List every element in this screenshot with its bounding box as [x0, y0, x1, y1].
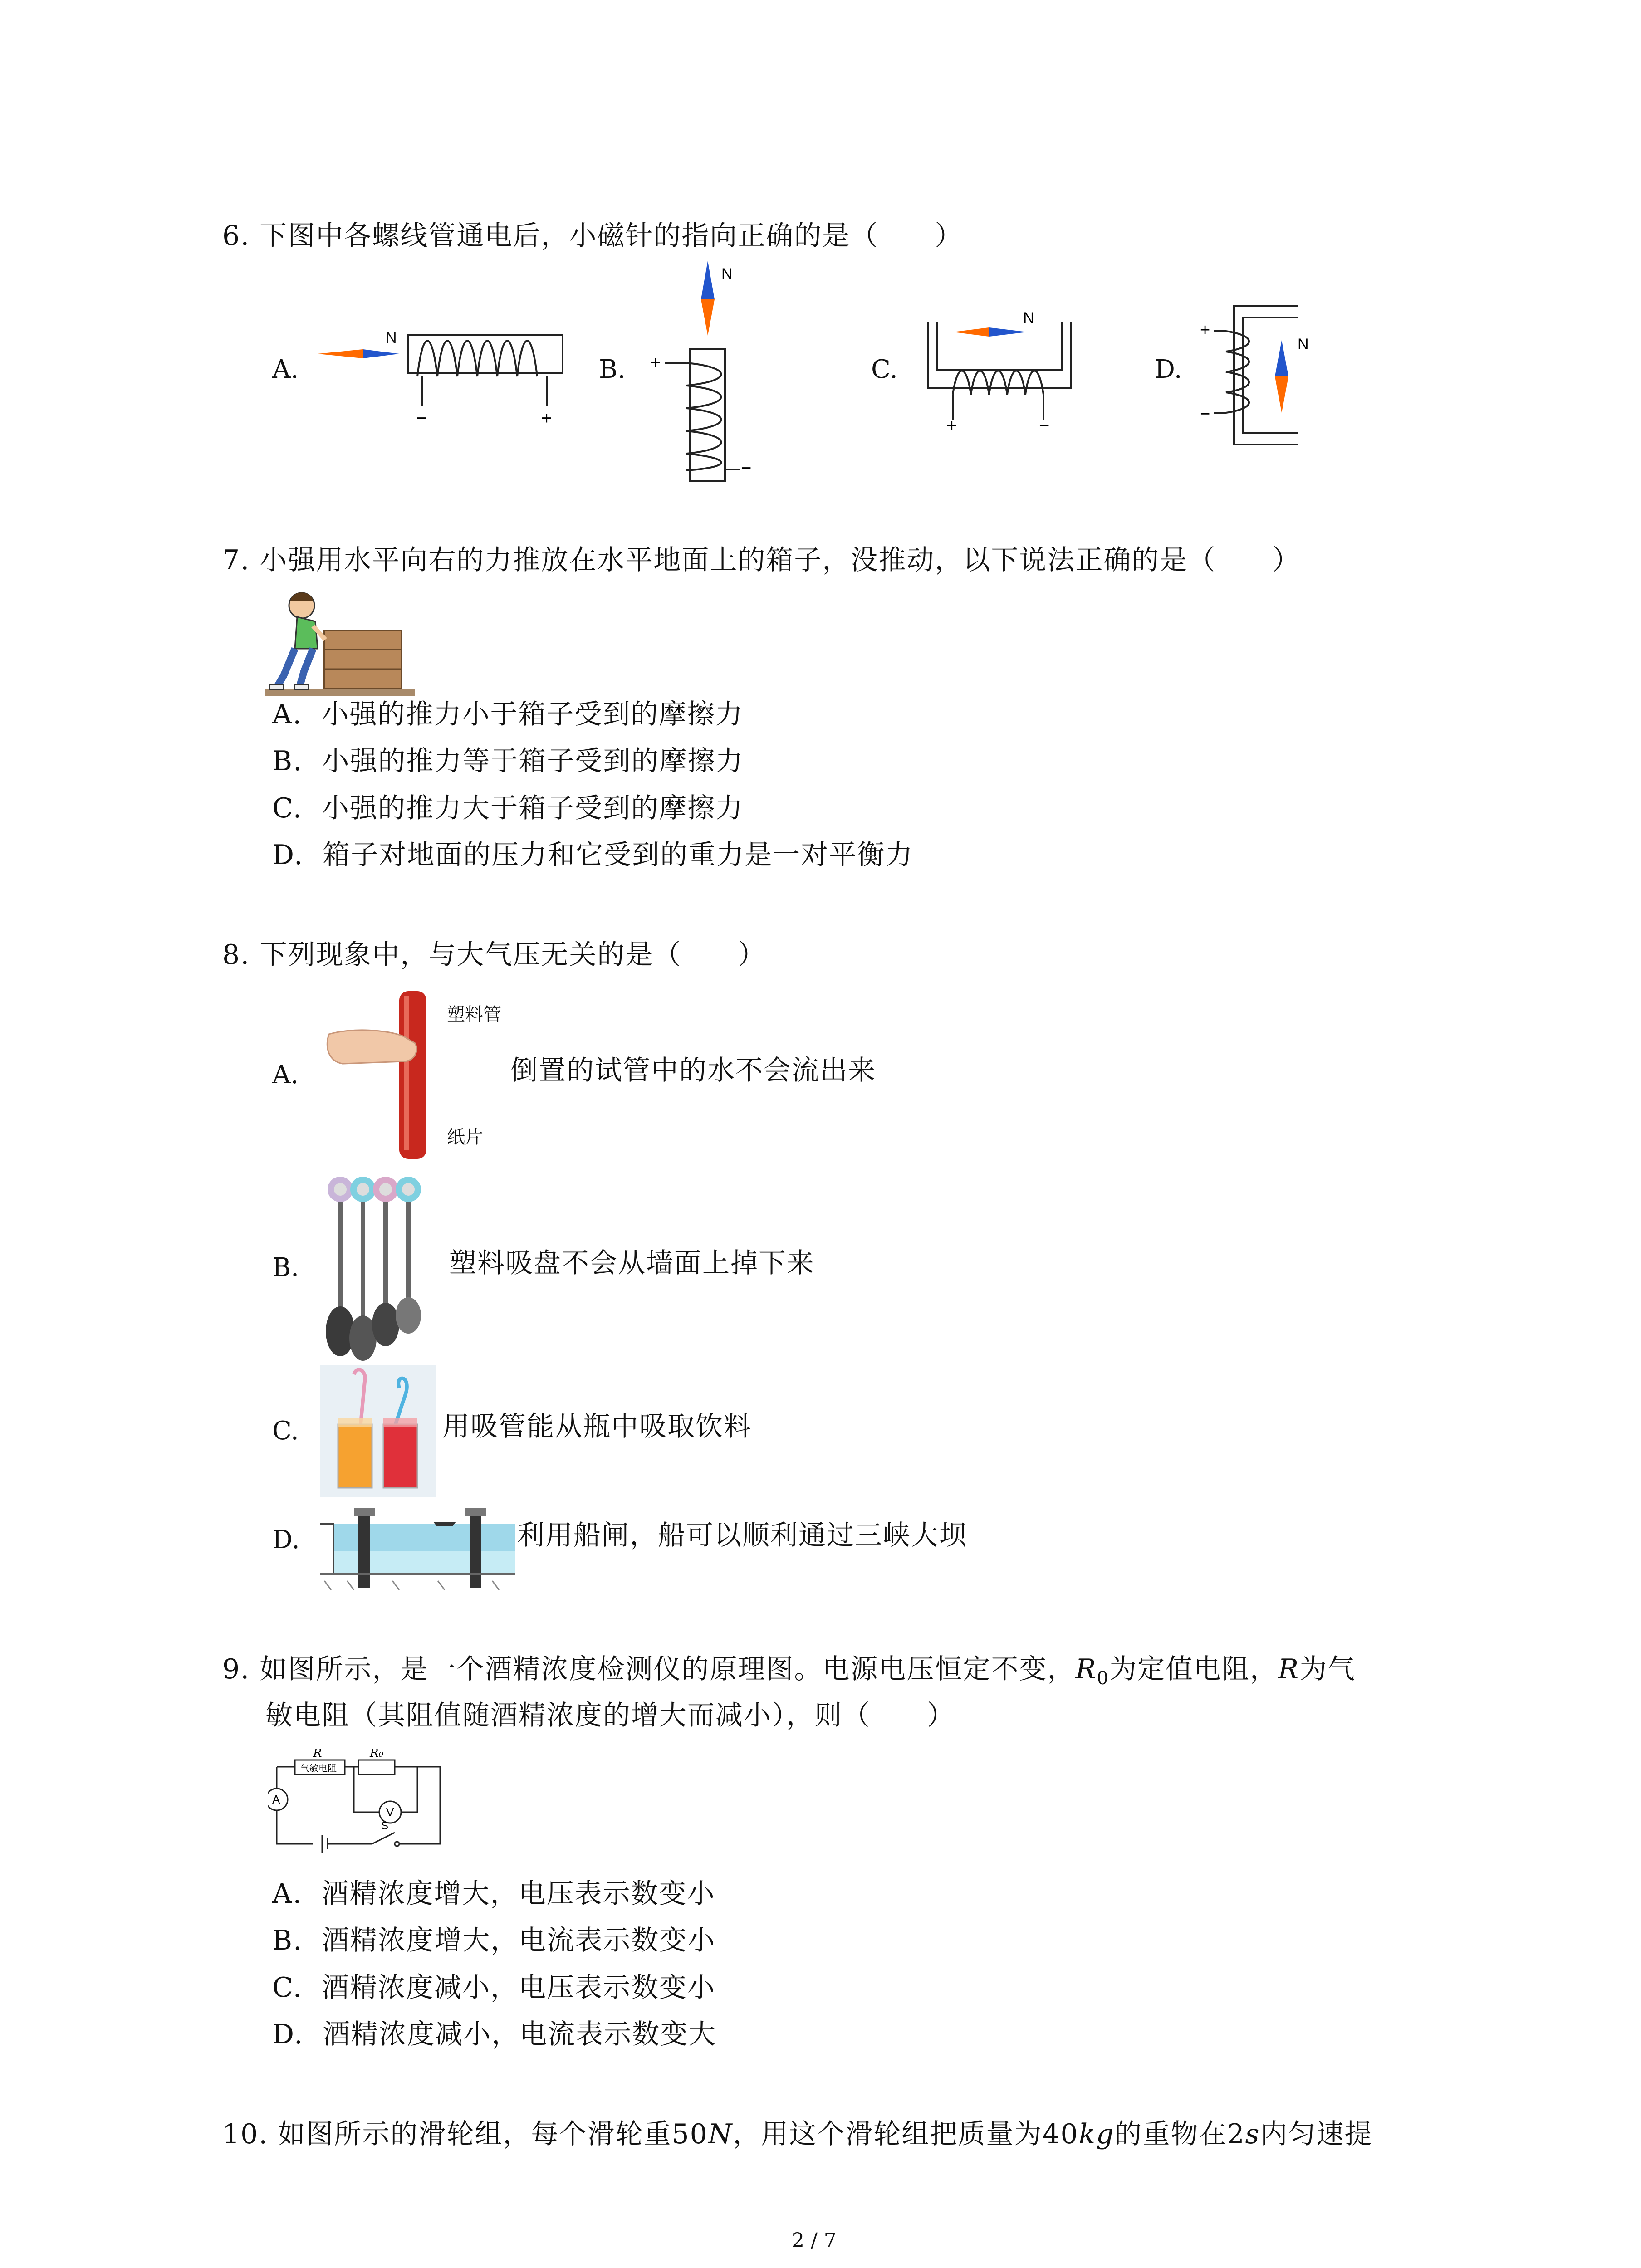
q9-circuit-diagram	[268, 1749, 458, 1862]
solenoid-core	[408, 335, 563, 373]
q8-stem: 8. 下列现象中，与大气压无关的是（ ）	[222, 939, 766, 971]
needle-south	[318, 349, 363, 358]
q6-option-d-letter: D.	[1155, 355, 1182, 384]
svg-text:V: V	[386, 1805, 394, 1819]
svg-text:R₀: R₀	[370, 1749, 383, 1760]
red-glass	[383, 1424, 417, 1488]
q9-option-a: A. 酒精浓度增大，电压表示数变小	[272, 1878, 715, 1910]
minus-label: −	[741, 458, 752, 478]
minus-label: −	[1039, 416, 1050, 435]
needle-south	[953, 327, 989, 337]
u-core-inner	[1243, 318, 1298, 433]
r0-resistor	[358, 1760, 395, 1774]
q6-figure-c	[921, 308, 1084, 435]
needle-south	[701, 299, 715, 336]
q8-option-d-letter: D.	[272, 1525, 300, 1554]
label-plastic-tube: 塑料管	[447, 1004, 501, 1025]
q9-option-d: D. 酒精浓度减小，电流表示数变大	[272, 2019, 717, 2050]
q8-straws-image	[320, 1365, 436, 1497]
needle-north	[363, 349, 399, 358]
q7-option-a: A. 小强的推力小于箱子受到的摩擦力	[272, 699, 744, 730]
q7-stem: 7. 小强用水平向右的力推放在水平地面上的箱子，没推动，以下说法正确的是（ ）	[222, 544, 1301, 576]
q7-option-d: D. 箱子对地面的压力和它受到的重力是一对平衡力	[272, 839, 914, 871]
q8-option-b-text: 塑料吸盘不会从墙面上掉下来	[449, 1247, 815, 1279]
north-label: N	[386, 329, 397, 347]
coil-turns	[417, 341, 537, 376]
north-label: N	[1298, 336, 1309, 353]
svg-text:R: R	[313, 1749, 322, 1760]
q6-stem: 6. 下图中各螺线管通电后，小磁针的指向正确的是（ ）	[222, 220, 963, 252]
page-number: 2 / 7	[792, 2229, 837, 2252]
box	[324, 631, 402, 689]
q8-suction-cups-image	[320, 1175, 431, 1365]
q6-option-c-letter: C.	[871, 355, 898, 384]
coil-turns	[1226, 331, 1249, 413]
north-label: N	[1023, 309, 1034, 327]
q8-option-c-text: 用吸管能从瓶中吸取饮料	[442, 1411, 752, 1442]
q8-option-a-letter: A.	[272, 1060, 299, 1090]
q8-option-c-letter: C.	[272, 1416, 299, 1446]
q6-option-a-letter: A.	[272, 355, 299, 384]
q6-figure-a	[318, 318, 572, 426]
q8-ship-lock-image	[320, 1501, 515, 1592]
q8-test-tube-image	[324, 984, 515, 1166]
coil-turns	[686, 363, 721, 470]
q8-option-d-text: 利用船闸，船可以顺利通过三峡大坝	[517, 1520, 967, 1551]
q9-option-c: C. 酒精浓度减小，电压表示数变小	[272, 1972, 715, 2004]
q10-stem: 10. 如图所示的滑轮组，每个滑轮重50N，用这个滑轮组把质量为40kg的重物在2s内匀速提	[222, 2118, 1373, 2150]
q7-push-box-image	[265, 585, 415, 696]
q7-option-b: B. 小强的推力等于箱子受到的摩擦力	[272, 745, 744, 777]
coil-turns	[953, 371, 1043, 395]
north-label: N	[721, 265, 733, 283]
plus-label: +	[650, 353, 661, 373]
needle-north	[989, 327, 1028, 337]
label-paper: 纸片	[447, 1127, 483, 1148]
red-tube	[399, 991, 426, 1159]
gate-right	[470, 1513, 481, 1588]
q7-option-c: C. 小强的推力大于箱子受到的摩擦力	[272, 792, 744, 824]
q9-stem-line2: 敏电阻（其阻值随酒精浓度的增大而减小），则（ ）	[265, 1700, 955, 1731]
q6-option-b-letter: B.	[599, 355, 626, 384]
plus-label: +	[541, 408, 552, 426]
q8-option-a-text: 倒置的试管中的水不会流出来	[510, 1055, 876, 1086]
q6-figure-d	[1198, 299, 1347, 454]
svg-text:S: S	[381, 1820, 389, 1832]
q9-option-b: B. 酒精浓度增大，电流表示数变小	[272, 1925, 716, 1956]
needle-north	[701, 261, 715, 299]
minus-label: −	[1200, 405, 1210, 424]
needle-north	[1275, 340, 1288, 376]
q8-option-b-letter: B.	[272, 1253, 299, 1282]
orange-glass	[338, 1424, 372, 1488]
gate-left	[358, 1513, 370, 1588]
plus-label: +	[946, 416, 957, 435]
plus-label: +	[1200, 321, 1210, 340]
svg-text:气敏电阻: 气敏电阻	[300, 1763, 337, 1774]
q6-figure-b	[642, 261, 760, 488]
svg-text:A: A	[272, 1793, 280, 1806]
minus-label: −	[416, 408, 427, 426]
needle-south	[1275, 376, 1288, 413]
boy-body	[295, 617, 318, 649]
q9-stem-line1: 9. 如图所示，是一个酒精浓度检测仪的原理图。电源电压恒定不变，$R_0$为定值电阻，R为气	[222, 1653, 1356, 1689]
